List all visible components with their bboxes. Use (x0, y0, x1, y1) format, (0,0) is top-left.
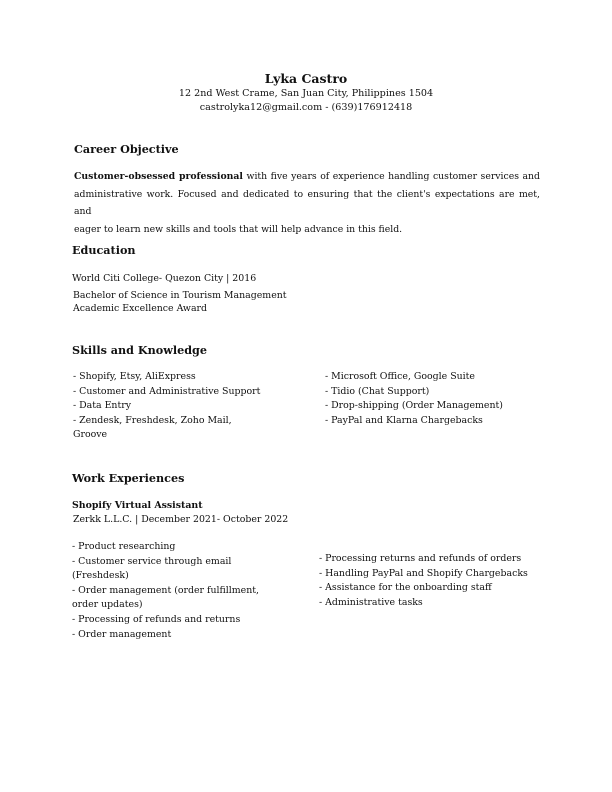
list-item: - Handling PayPal and Shopify Chargebacks (319, 567, 528, 579)
contact-info: castrolyka12@gmail.com - (639)176912418 (199, 102, 413, 113)
list-item: - Data Entry (73, 400, 132, 412)
list-item: - PayPal and Klarna Chargebacks (325, 414, 483, 426)
job-title: Shopify Virtual Assistant (72, 500, 203, 511)
list-item: - Administrative tasks (319, 596, 423, 608)
list-item: - Tidio (Chat Support) (325, 385, 430, 397)
list-item: - Processing returns and refunds of orders (319, 553, 522, 564)
address: 12 2nd West Crame, San Juan City, Philippines 1504 (178, 88, 434, 99)
skills-heading: Skills and Knowledge (72, 343, 207, 357)
list-item: - Customer service through email (Freshdesk) (72, 555, 232, 582)
career-objective-text (74, 168, 540, 238)
career-objective-heading: Career Objective (74, 142, 179, 156)
list-item: - Product researching (72, 541, 176, 552)
list-item: - Customer and Administrative Support (73, 385, 261, 397)
work-heading: Work Experiences (72, 471, 185, 485)
list-item: - Order management (72, 628, 172, 640)
education-degree: Bachelor of Science in Tourism Management (73, 290, 287, 301)
job-company: Zerkk L.L.C. | December 2021- October 2022 (73, 514, 289, 525)
objective-line-3: eager to learn new skills and tools that will help advance in this field. (74, 223, 403, 235)
education-school: World Citi College- Quezon City | 2016 (72, 273, 257, 284)
objective-line-1-rest: with five years of experience handling customer services and (242, 171, 540, 182)
resume-name: Lyka Castro (264, 71, 348, 86)
list-item: - Assistance for the onboarding staff (319, 582, 492, 594)
list-item: - Microsoft Office, Google Suite (325, 371, 475, 382)
list-item: - Drop-shipping (Order Management) (325, 400, 503, 412)
list-item: - Zendesk, Freshdesk, Zoho Mail, Groove (73, 414, 232, 441)
skills-list-left (73, 370, 263, 443)
work-duties-left (72, 540, 272, 642)
skills-list-right (325, 370, 545, 428)
education-award: Academic Excellence Award (73, 303, 208, 314)
work-duties-right (319, 552, 559, 610)
education-heading: Education (72, 243, 136, 257)
objective-line-2: administrative work. Focused and dedicated to ensuring that the client's expectations are met, and (74, 188, 540, 217)
list-item: - Order management (order fulfillment, order updates) (72, 584, 259, 611)
list-item: - Processing of refunds and returns (72, 613, 241, 625)
list-item: - Shopify, Etsy, AliExpress (73, 371, 196, 382)
objective-line-1 (74, 168, 540, 186)
objective-lead: Customer-obsessed professional (74, 171, 243, 182)
